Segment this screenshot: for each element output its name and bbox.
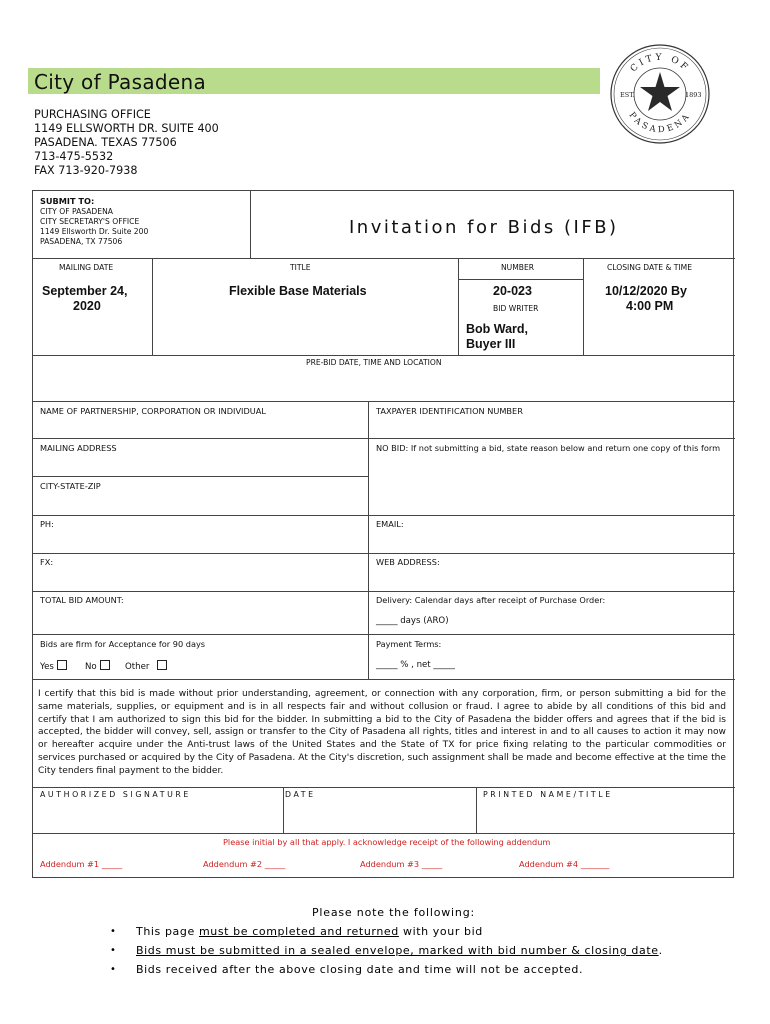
fax-field[interactable]: FX: [40,557,54,567]
email-field[interactable]: EMAIL: [376,519,404,529]
svg-text:CITY OF [629,53,691,74]
yes-checkbox[interactable] [57,660,67,670]
mailing-date-value: 2020 [73,299,101,313]
delivery-field[interactable]: Delivery: Calendar days after receipt of Purchase Order: [376,595,606,605]
bid-writer-label: BID WRITER [493,304,539,313]
yes-option[interactable]: Yes [40,660,67,672]
mailing-address-field[interactable]: MAILING ADDRESS [40,443,117,453]
city-seal-logo [608,42,712,146]
seal-year: 1893 [685,91,702,99]
firm-acceptance-label: Bids are firm for Acceptance for 90 days [40,639,206,649]
bid-writer: Buyer III [466,337,516,351]
authorized-signature-field[interactable]: AUTHORIZED SIGNATURE [40,790,191,799]
closing-date: 10/12/2020 By [605,284,688,298]
number-label: NUMBER [501,263,535,272]
office-line: PASADENA. TEXAS 77506 [34,136,177,149]
prebid-label: PRE-BID DATE, TIME AND LOCATION [306,358,442,367]
other-checkbox[interactable] [157,660,167,670]
bullet: • [110,926,117,937]
bid-number: 20-023 [493,284,532,298]
submit-to-line: PASADENA, TX 77506 [40,237,123,246]
addendum-4[interactable]: Addendum #4 _______ [519,859,610,869]
company-name-field[interactable]: NAME OF PARTNERSHIP, CORPORATION OR INDIVIDUAL [40,406,266,416]
submit-to-line: 1149 Ellsworth Dr. Suite 200 [40,227,149,236]
mailing-date-value: September 24, [42,284,128,298]
org-name: City of Pasadena [34,70,207,94]
document-title: Invitation for Bids (IFB) [349,217,619,238]
city-state-zip-field[interactable]: CITY-STATE-ZIP [40,481,101,491]
closing-time: 4:00 PM [626,299,674,313]
submit-to-label: SUBMIT TO: [40,196,95,206]
office-line: PURCHASING OFFICE [34,108,151,121]
office-line: 713-475-5532 [34,150,114,163]
header-banner [28,68,600,94]
submit-to-line: CITY SECRETARY'S OFFICE [40,217,140,226]
seal-top-text: CITY OF [628,52,692,75]
addendum-3[interactable]: Addendum #3 _____ [360,859,443,869]
bid-title: Flexible Base Materials [229,284,367,298]
bullet: • [110,945,117,956]
certification-text: I certify that this bid is made without prior understanding, agreement, or connection with any corporation, firm, or person submitting a bid for the same materials, supplies, or equipment and is in all respects fair and without collusion or fraud. I agree to abide by all conditions of this bid and certify that I am authorized to sign this bid for the bidder. In submitting a bid to the City of Pasadena the bidder offers and agrees that if the bid is accepted, the bidder will convey, sell, assign or transfer to the City of Pasadena all rights, titles and interest in and to all causes to action it may now or hereafter acquire under the Anti-trust laws of the United States and the State of TX for price fixing relating to the particular commodities or services purchased or acquired by the City of Pasadena. At the City's discretion, such assignment shall be made and become effective at the time the City tenders final payment to the bidder. [38,689,726,776]
taxpayer-id-field[interactable]: TAXPAYER IDENTIFICATION NUMBER [376,406,523,416]
date-field[interactable]: DATE [285,790,316,799]
purchasing-office-address [34,108,219,178]
title-label: TITLE [290,263,311,272]
seal-bottom-text: PASADENA [626,110,694,136]
star-icon [640,72,680,111]
printed-name-field[interactable]: PRINTED NAME/TITLE [483,790,613,799]
addendum-instruction: Please initial by all that apply. I acknowledge receipt of the following addendum [223,837,551,847]
bid-writer: Bob Ward, [466,322,529,336]
payment-terms-value[interactable]: _____ % , net _____ [376,660,455,670]
notes-title: Please note the following: [312,906,475,919]
payment-terms-label: Payment Terms: [376,639,442,649]
closing-label: CLOSING DATE & TIME [607,263,693,272]
total-bid-amount-field[interactable]: TOTAL BID AMOUNT: [40,595,124,605]
office-line: 1149 ELLSWORTH DR. SUITE 400 [34,122,219,135]
addendum-2[interactable]: Addendum #2 _____ [203,859,286,869]
svg-text:PASADENA [627,110,694,135]
phone-field[interactable]: PH: [40,519,54,529]
no-option[interactable]: No [85,660,110,672]
mailing-date-label: MAILING DATE [59,263,114,272]
submit-to-line: CITY OF PASADENA [40,207,113,216]
other-option[interactable]: Other [125,660,167,672]
web-address-field[interactable]: WEB ADDRESS: [376,557,440,567]
office-line: FAX 713-920-7938 [34,164,138,177]
no-bid-field[interactable]: NO BID: If not submitting a bid, state reason below and return one copy of this form [376,443,721,453]
no-checkbox[interactable] [100,660,110,670]
bullet: • [110,964,117,975]
addendum-1[interactable]: Addendum #1 _____ [40,859,123,869]
seal-est: EST. [620,91,635,99]
delivery-days[interactable]: _____ days (ARO) [376,616,449,626]
